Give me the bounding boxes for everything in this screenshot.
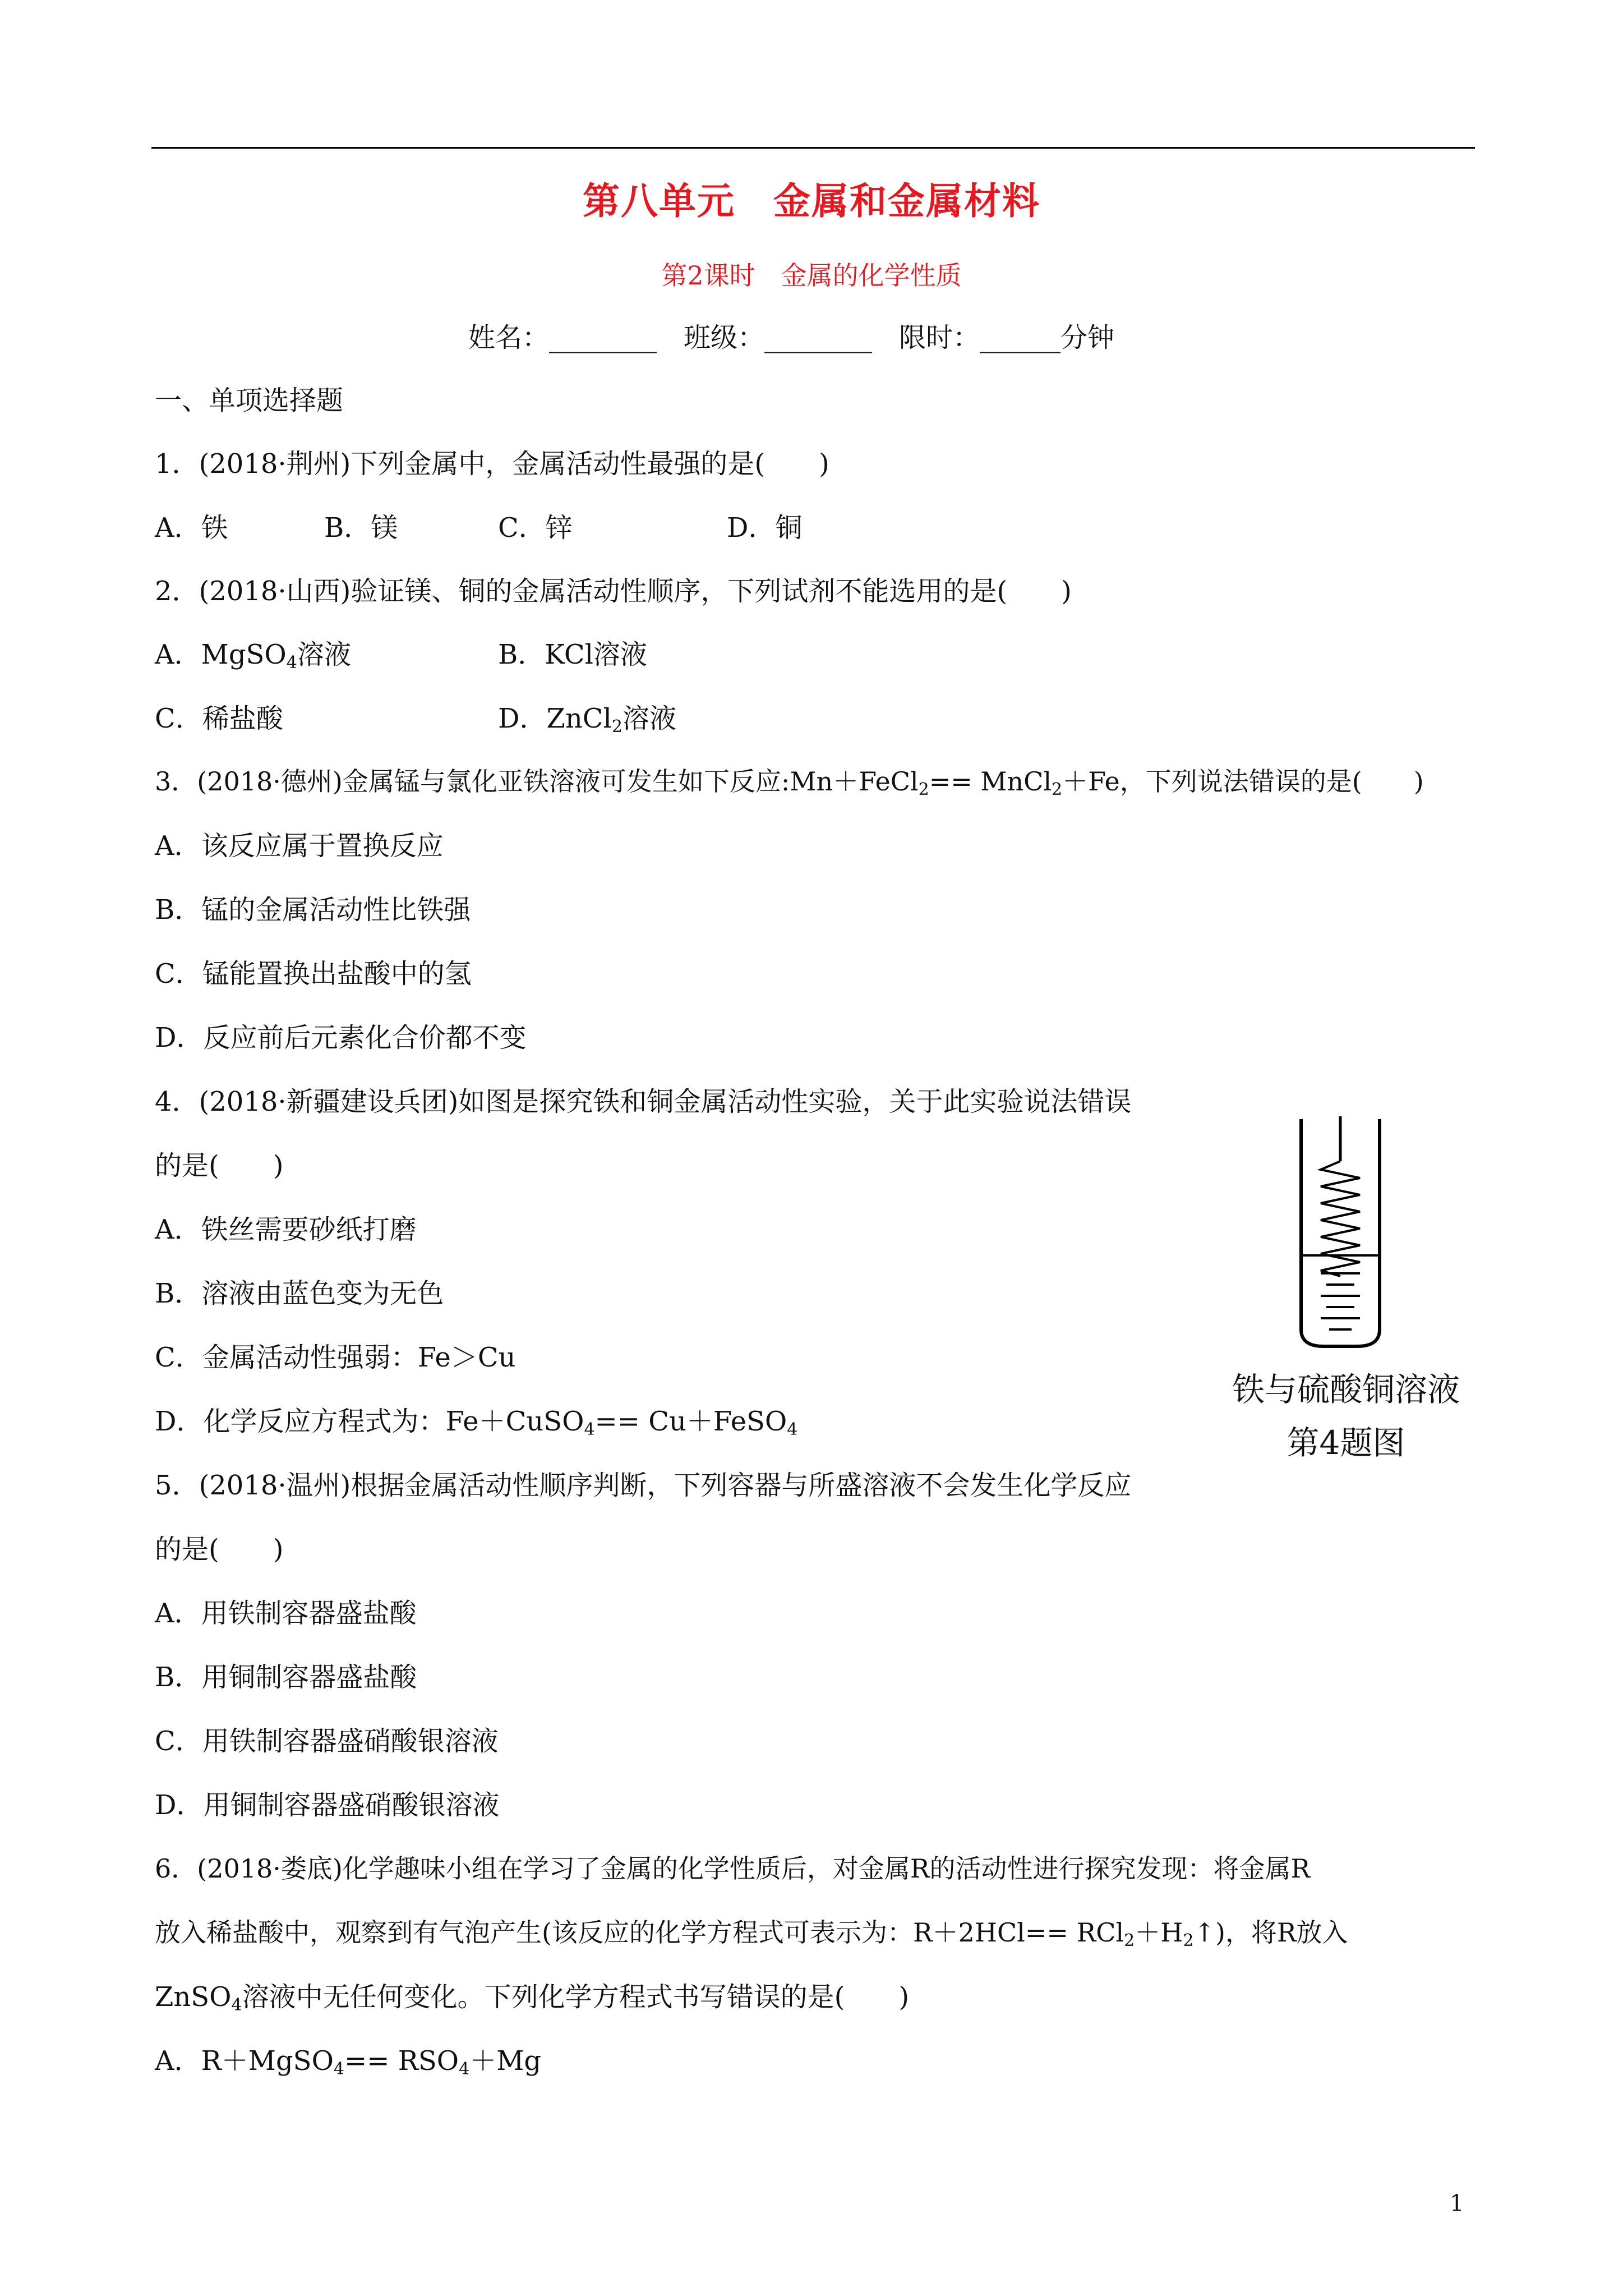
question-3-option-c: C．锰能置换出盐酸中的氢 — [155, 958, 472, 990]
question-4-option-d: D．化学反应方程式为：Fe＋CuSO$_4$== Cu＋FeSO$_4$ — [155, 1406, 798, 1439]
question-4-stem-line-1: 4．(2018·新疆建设兵团)如图是探究铁和铜金属活动性实验，关于此实验说法错误 — [155, 1086, 1132, 1117]
question-3-option-d: D．反应前后元素化合价都不变 — [155, 1022, 527, 1053]
question-6-option-a: A．R＋MgSO$_4$== $RSO_4+Mg$ — [155, 2045, 542, 2079]
question-2-option-d: D．ZnCl$_2$溶液 — [498, 703, 676, 737]
question-4-option-b: B．溶液由蓝色变为无色 — [155, 1278, 444, 1309]
question-3-option-b: B．锰的金属活动性比铁强 — [155, 894, 471, 926]
question-1-stem: 1．(2018·荆州)下列金属中，金属活动性最强的是( ) — [155, 448, 829, 480]
question-5-stem-line-1: 5．(2018·温州)根据金属活动性顺序判断，下列容器与所盛溶液不会发生化学反应 — [155, 1470, 1132, 1501]
question-5-option-c: C．用铁制容器盛硝酸银溶液 — [155, 1726, 499, 1757]
figure-caption: 第4题图 — [1287, 1424, 1405, 1462]
question-3-option-a: A．该反应属于置换反应 — [155, 830, 444, 862]
header-rule — [151, 147, 1475, 149]
question-1-option-d: D．铜 — [727, 512, 803, 544]
question-6-stem-line-3: ZnSO$_4$溶液中无任何变化。下列化学方程式书写错误的是( ) — [155, 1981, 910, 2015]
unit-title: 第八单元 金属和金属材料 — [583, 179, 1040, 223]
question-6-stem-line-1: 6．(2018·娄底)化学趣味小组在学习了金属的化学性质后，对金属R的活动性进行探究发现：将金属R — [155, 1853, 1311, 1884]
solution-hatch — [1321, 1273, 1360, 1329]
question-5-option-d: D．用铜制容器盛硝酸银溶液 — [155, 1789, 500, 1821]
lesson-title: 第2课时 金属的化学性质 — [661, 260, 962, 291]
question-2-option-c: C．稀盐酸 — [155, 703, 283, 734]
question-1-option-c: C．锌 — [498, 512, 573, 544]
question-4-stem-line-2: 的是( ) — [155, 1150, 284, 1181]
student-info-fields: 姓名：________ 班级：________ 限时：______分钟 — [468, 322, 1115, 353]
question-1-option-a: A．铁 — [155, 512, 228, 544]
figure-label: 铁与硫酸铜溶液 — [1232, 1370, 1460, 1409]
question-2-option-b: B．KCl溶液 — [498, 639, 647, 670]
question-3-stem: 3．(2018·德州)金属锰与氯化亚铁溶液可发生如下反应:Mn＋FeCl$_2$== MnCl$_2$＋Fe，下列说法错误的是( ) — [155, 766, 1424, 799]
iron-wire-coil — [1321, 1161, 1360, 1276]
question-4-option-c: C．金属活动性强弱：Fe＞Cu — [155, 1342, 516, 1373]
question-4-option-a: A．铁丝需要砂纸打磨 — [155, 1214, 417, 1245]
section-heading: 一、单项选择题 — [155, 385, 344, 416]
question-2-stem: 2．(2018·山西)验证镁、铜的金属活动性顺序，下列试剂不能选用的是( ) — [155, 576, 1072, 607]
question-5-option-b: B．用铜制容器盛盐酸 — [155, 1662, 417, 1693]
question-6-stem-line-2: 放入稀盐酸中，观察到有气泡产生(该反应的化学方程式可表示为：$R+2HCl== RCl_2+H_2↑$)，将R放入 — [155, 1917, 1348, 1950]
question-5-stem-line-2: 的是( ) — [155, 1534, 284, 1565]
question-2-option-a: A．MgSO$_4$溶液 — [155, 639, 351, 673]
question-5-option-a: A．用铁制容器盛盐酸 — [155, 1598, 417, 1629]
page-number: 1 — [1450, 2191, 1464, 2216]
question-1-option-b: B．镁 — [324, 512, 398, 544]
